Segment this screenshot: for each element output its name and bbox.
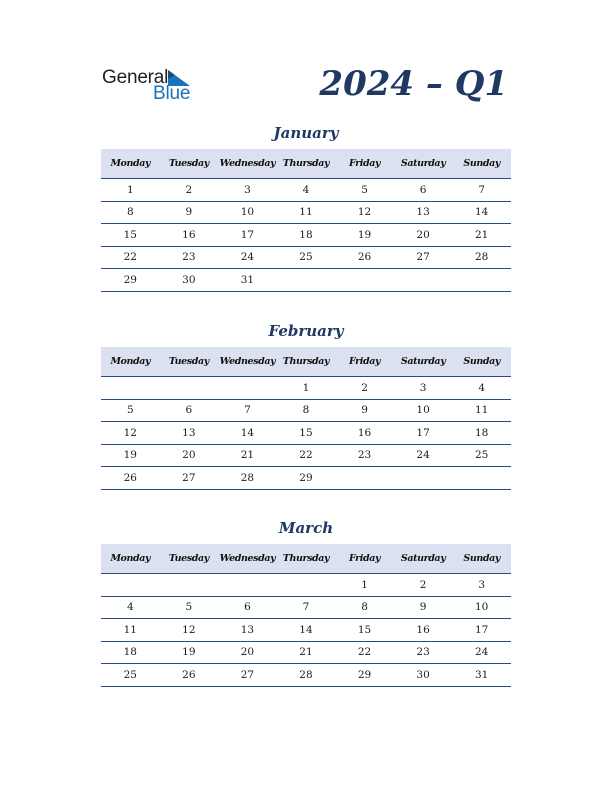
day-cell: 12 xyxy=(160,619,219,642)
day-cell: 15 xyxy=(277,422,336,445)
weekday-header: Wednesday xyxy=(218,149,277,179)
day-cell: 8 xyxy=(335,596,394,619)
weekday-header: Saturday xyxy=(394,544,453,574)
day-cell: 26 xyxy=(101,467,160,490)
day-cell: 26 xyxy=(160,664,219,687)
day-cell: 31 xyxy=(452,664,511,687)
day-cell: 31 xyxy=(218,269,277,292)
week-row xyxy=(101,596,511,619)
day-cell: 19 xyxy=(160,641,219,664)
day-cell: 29 xyxy=(101,269,160,292)
day-cell: 21 xyxy=(452,224,511,247)
day-cell: 24 xyxy=(218,246,277,269)
day-cell xyxy=(218,574,277,597)
day-cell: 7 xyxy=(277,596,336,619)
day-cell: 17 xyxy=(452,619,511,642)
day-cell: 15 xyxy=(335,619,394,642)
day-cell xyxy=(394,467,453,490)
day-cell xyxy=(101,377,160,400)
day-cell: 30 xyxy=(394,664,453,687)
day-cell: 18 xyxy=(277,224,336,247)
weekday-header: Saturday xyxy=(394,149,453,179)
day-cell: 2 xyxy=(394,574,453,597)
weekday-header: Wednesday xyxy=(218,347,277,377)
weekday-header: Thursday xyxy=(277,347,336,377)
day-cell: 14 xyxy=(218,422,277,445)
day-cell: 2 xyxy=(335,377,394,400)
weekday-header: Monday xyxy=(101,544,160,574)
day-cell: 4 xyxy=(101,596,160,619)
general-blue-logo xyxy=(102,68,202,104)
day-cell: 18 xyxy=(101,641,160,664)
day-cell xyxy=(452,269,511,292)
day-cell: 2 xyxy=(160,179,219,202)
day-cell: 12 xyxy=(101,422,160,445)
month-february xyxy=(101,320,511,490)
weekday-header: Saturday xyxy=(394,347,453,377)
day-cell: 3 xyxy=(218,179,277,202)
day-cell: 17 xyxy=(394,422,453,445)
day-cell: 28 xyxy=(452,246,511,269)
day-cell: 27 xyxy=(160,467,219,490)
day-cell: 25 xyxy=(277,246,336,269)
weekday-header-row xyxy=(101,544,511,574)
day-cell: 22 xyxy=(277,444,336,467)
week-row xyxy=(101,641,511,664)
weekday-header: Friday xyxy=(335,347,394,377)
weekday-header: Friday xyxy=(335,544,394,574)
day-cell: 21 xyxy=(218,444,277,467)
calendar-table xyxy=(101,347,511,490)
day-cell: 20 xyxy=(160,444,219,467)
day-cell xyxy=(101,574,160,597)
day-cell xyxy=(394,269,453,292)
week-row xyxy=(101,467,511,490)
weekday-header-row xyxy=(101,149,511,179)
weekday-header: Thursday xyxy=(277,544,336,574)
day-cell xyxy=(277,269,336,292)
day-cell: 13 xyxy=(394,201,453,224)
day-cell: 29 xyxy=(277,467,336,490)
day-cell: 13 xyxy=(218,619,277,642)
day-cell: 20 xyxy=(218,641,277,664)
day-cell: 5 xyxy=(160,596,219,619)
weekday-header: Wednesday xyxy=(218,544,277,574)
day-cell: 10 xyxy=(394,399,453,422)
day-cell: 4 xyxy=(452,377,511,400)
day-cell: 5 xyxy=(335,179,394,202)
month-january xyxy=(101,122,511,292)
weekday-header: Tuesday xyxy=(160,149,219,179)
day-cell: 17 xyxy=(218,224,277,247)
day-cell xyxy=(218,377,277,400)
week-row xyxy=(101,444,511,467)
quarter-title: 2024 – Q1 xyxy=(319,64,508,104)
day-cell: 5 xyxy=(101,399,160,422)
month-name: February xyxy=(268,322,344,340)
day-cell xyxy=(452,467,511,490)
day-cell: 22 xyxy=(101,246,160,269)
day-cell: 7 xyxy=(218,399,277,422)
week-row xyxy=(101,201,511,224)
weekday-header: Sunday xyxy=(452,149,511,179)
weekday-header: Monday xyxy=(101,347,160,377)
day-cell: 28 xyxy=(277,664,336,687)
month-name: January xyxy=(273,124,339,142)
day-cell: 7 xyxy=(452,179,511,202)
day-cell: 6 xyxy=(160,399,219,422)
week-row xyxy=(101,269,511,292)
day-cell: 12 xyxy=(335,201,394,224)
day-cell xyxy=(335,269,394,292)
day-cell: 27 xyxy=(394,246,453,269)
day-cell: 3 xyxy=(394,377,453,400)
logo-blue-text: Blue xyxy=(153,83,191,104)
week-row xyxy=(101,574,511,597)
day-cell: 25 xyxy=(101,664,160,687)
day-cell: 18 xyxy=(452,422,511,445)
weekday-header: Monday xyxy=(101,149,160,179)
logo-general-text: General xyxy=(102,67,169,88)
day-cell xyxy=(277,574,336,597)
weekday-header: Sunday xyxy=(452,347,511,377)
day-cell: 9 xyxy=(394,596,453,619)
day-cell: 14 xyxy=(277,619,336,642)
day-cell: 1 xyxy=(277,377,336,400)
day-cell: 21 xyxy=(277,641,336,664)
day-cell xyxy=(160,574,219,597)
day-cell: 11 xyxy=(452,399,511,422)
day-cell: 24 xyxy=(394,444,453,467)
calendar-table xyxy=(101,149,511,292)
calendar-table xyxy=(101,544,511,687)
day-cell: 22 xyxy=(335,641,394,664)
day-cell: 16 xyxy=(335,422,394,445)
week-row xyxy=(101,422,511,445)
day-cell: 10 xyxy=(452,596,511,619)
day-cell: 14 xyxy=(452,201,511,224)
day-cell: 28 xyxy=(218,467,277,490)
week-row xyxy=(101,224,511,247)
day-cell: 9 xyxy=(335,399,394,422)
day-cell: 29 xyxy=(335,664,394,687)
day-cell: 1 xyxy=(101,179,160,202)
week-row xyxy=(101,619,511,642)
weekday-header: Friday xyxy=(335,149,394,179)
day-cell: 16 xyxy=(394,619,453,642)
day-cell: 6 xyxy=(394,179,453,202)
weekday-header: Thursday xyxy=(277,149,336,179)
day-cell: 10 xyxy=(218,201,277,224)
day-cell: 30 xyxy=(160,269,219,292)
weekday-header: Tuesday xyxy=(160,347,219,377)
week-row xyxy=(101,179,511,202)
day-cell: 6 xyxy=(218,596,277,619)
week-row xyxy=(101,399,511,422)
day-cell: 19 xyxy=(335,224,394,247)
day-cell: 16 xyxy=(160,224,219,247)
day-cell: 1 xyxy=(335,574,394,597)
day-cell: 27 xyxy=(218,664,277,687)
day-cell: 9 xyxy=(160,201,219,224)
day-cell: 8 xyxy=(277,399,336,422)
weekday-header-row xyxy=(101,347,511,377)
month-name: March xyxy=(278,519,334,537)
weekday-header: Sunday xyxy=(452,544,511,574)
day-cell: 25 xyxy=(452,444,511,467)
month-march xyxy=(101,517,511,687)
day-cell: 23 xyxy=(335,444,394,467)
day-cell: 8 xyxy=(101,201,160,224)
weekday-header: Tuesday xyxy=(160,544,219,574)
day-cell: 26 xyxy=(335,246,394,269)
day-cell: 13 xyxy=(160,422,219,445)
day-cell xyxy=(160,377,219,400)
day-cell: 23 xyxy=(394,641,453,664)
day-cell: 3 xyxy=(452,574,511,597)
day-cell: 24 xyxy=(452,641,511,664)
day-cell: 20 xyxy=(394,224,453,247)
day-cell: 15 xyxy=(101,224,160,247)
week-row xyxy=(101,246,511,269)
day-cell: 11 xyxy=(277,201,336,224)
day-cell: 23 xyxy=(160,246,219,269)
week-row xyxy=(101,664,511,687)
day-cell xyxy=(335,467,394,490)
day-cell: 4 xyxy=(277,179,336,202)
week-row xyxy=(101,377,511,400)
day-cell: 11 xyxy=(101,619,160,642)
day-cell: 19 xyxy=(101,444,160,467)
